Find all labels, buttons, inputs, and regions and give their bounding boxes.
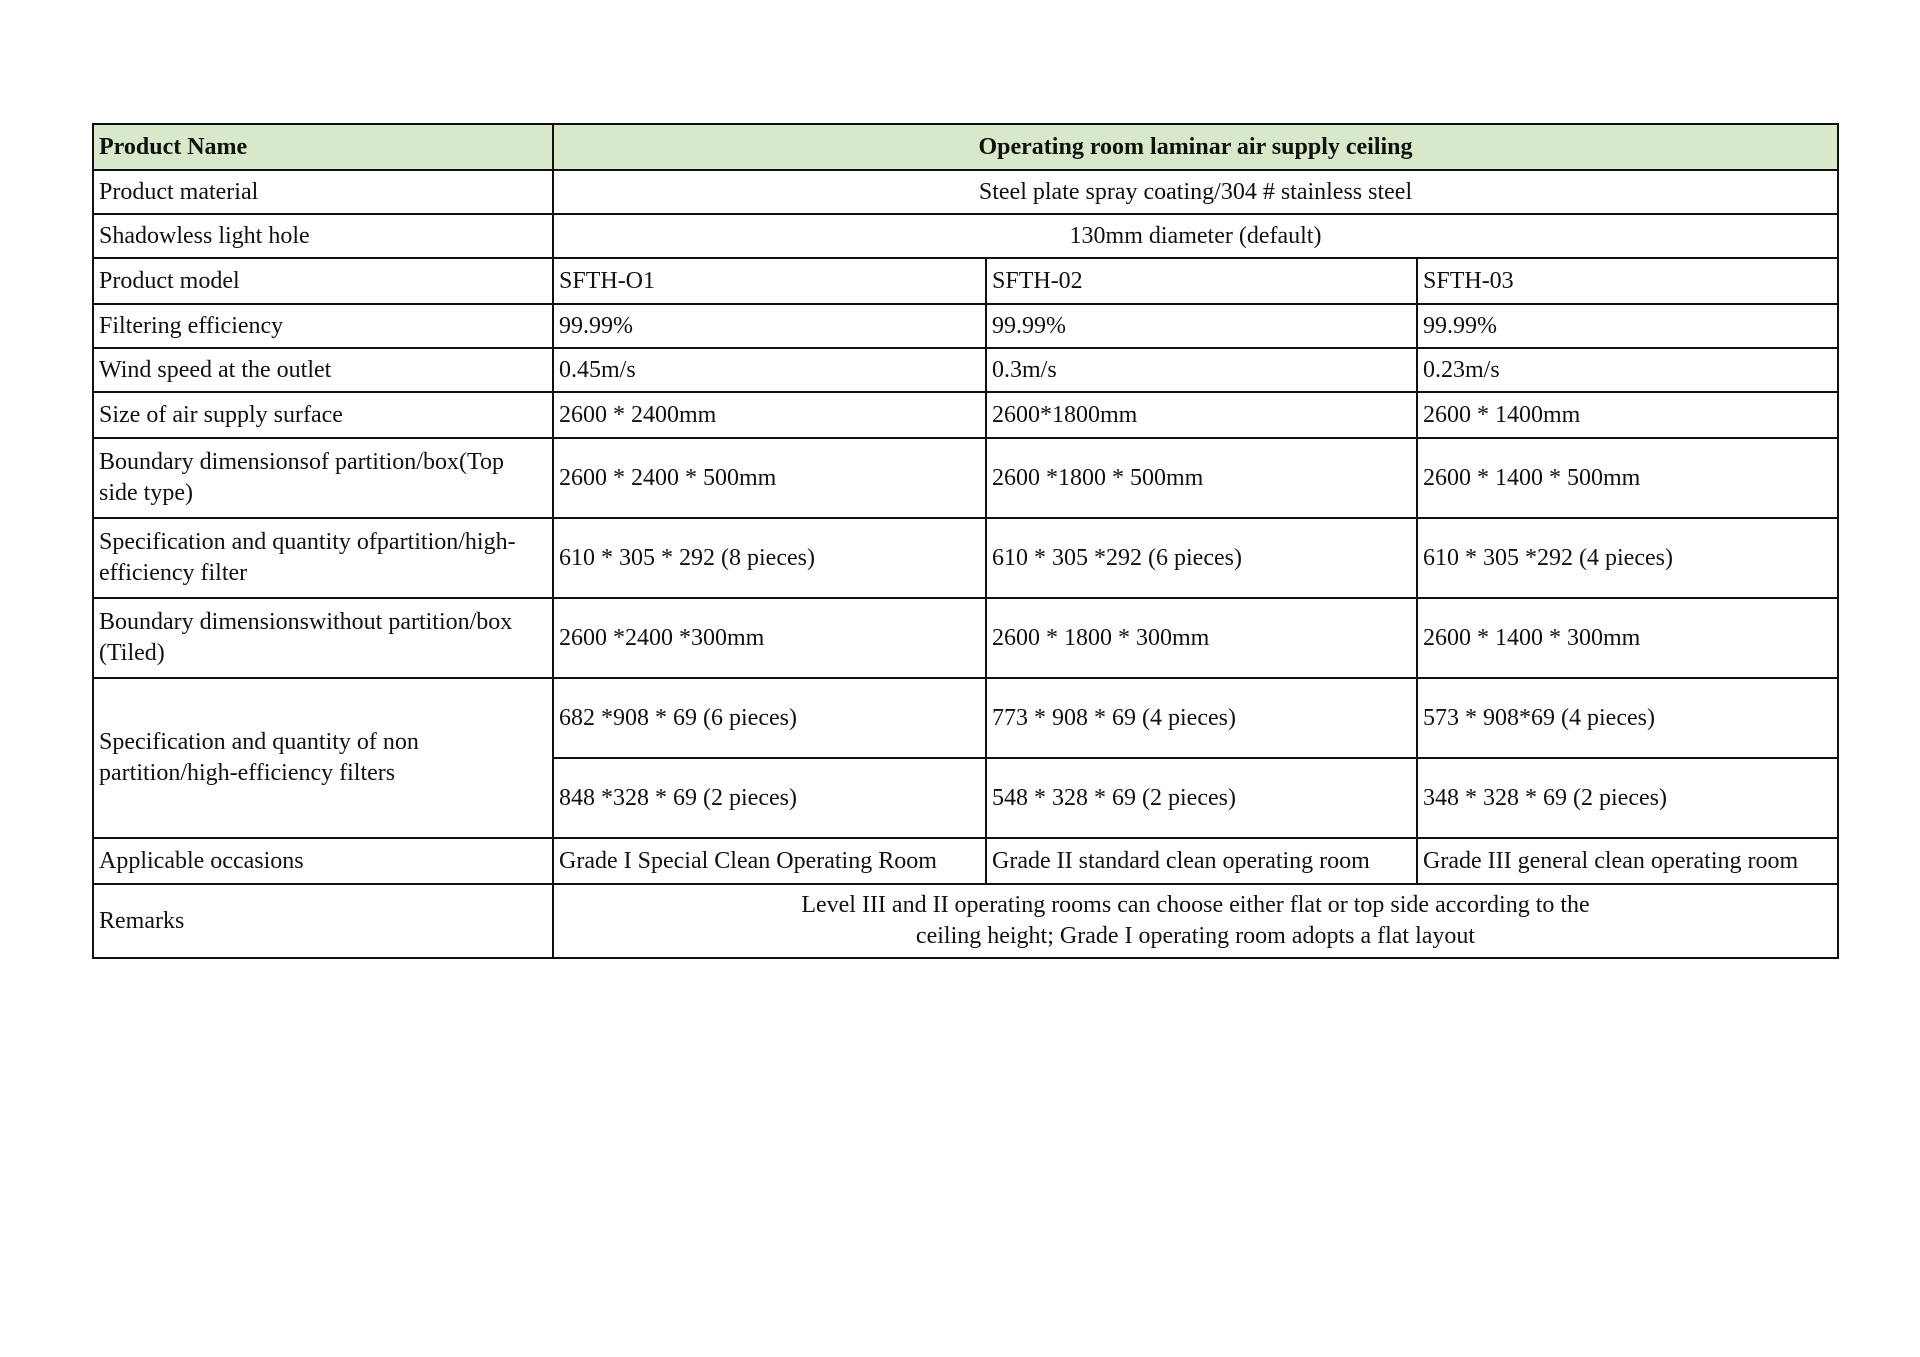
supply-surface-cell: 2600*1800mm xyxy=(986,392,1417,438)
row-label: Boundary dimensionsof partition/box(Top side type) xyxy=(93,438,553,518)
partition-filter-cell: 610 * 305 *292 (6 pieces) xyxy=(986,518,1417,598)
boundary-top-cell: 2600 * 2400 * 500mm xyxy=(553,438,986,518)
model-cell: SFTH-O1 xyxy=(553,258,986,304)
efficiency-cell: 99.99% xyxy=(1417,304,1838,348)
remarks-row xyxy=(93,884,1838,958)
spec-table xyxy=(92,123,1839,959)
row-label: Product model xyxy=(93,258,553,304)
header-value: Operating room laminar air supply ceiling xyxy=(553,124,1838,170)
row-value: 130mm diameter (default) xyxy=(553,214,1838,258)
boundary-top-cell: 2600 *1800 * 500mm xyxy=(986,438,1417,518)
remarks-text xyxy=(553,884,1838,958)
row-label: Specification and quantity of non partition/high-efficiency filters xyxy=(93,678,553,838)
model-cell: SFTH-03 xyxy=(1417,258,1838,304)
occasion-cell: Grade I Special Clean Operating Room xyxy=(553,838,986,884)
efficiency-cell: 99.99% xyxy=(986,304,1417,348)
row-label: Wind speed at the outlet xyxy=(93,348,553,392)
occasions-row xyxy=(93,838,1838,884)
row-label: Specification and quantity ofpartition/high-efficiency filter xyxy=(93,518,553,598)
model-cell: SFTH-02 xyxy=(986,258,1417,304)
non-partition-cell: 548 * 328 * 69 (2 pieces) xyxy=(986,758,1417,838)
partition-filter-cell: 610 * 305 *292 (4 pieces) xyxy=(1417,518,1838,598)
row-label: Remarks xyxy=(93,884,553,958)
row-label: Size of air supply surface xyxy=(93,392,553,438)
wind-speed-cell: 0.3m/s xyxy=(986,348,1417,392)
non-partition-cell: 848 *328 * 69 (2 pieces) xyxy=(553,758,986,838)
non-partition-cell: 348 * 328 * 69 (2 pieces) xyxy=(1417,758,1838,838)
wind-speed-cell: 0.45m/s xyxy=(553,348,986,392)
wind-speed-cell: 0.23m/s xyxy=(1417,348,1838,392)
occasion-cell: Grade III general clean operating room xyxy=(1417,838,1838,884)
boundary-top-cell: 2600 * 1400 * 500mm xyxy=(1417,438,1838,518)
partition-filter-cell: 610 * 305 * 292 (8 pieces) xyxy=(553,518,986,598)
row-label: Boundary dimensionswithout partition/box (Tiled) xyxy=(93,598,553,678)
row-label: Shadowless light hole xyxy=(93,214,553,258)
boundary-tiled-cell: 2600 *2400 *300mm xyxy=(553,598,986,678)
non-partition-row-1 xyxy=(93,678,1838,758)
row-label: Product material xyxy=(93,170,553,214)
non-partition-cell: 573 * 908*69 (4 pieces) xyxy=(1417,678,1838,758)
supply-surface-cell: 2600 * 2400mm xyxy=(553,392,986,438)
header-row xyxy=(93,124,1838,170)
light-hole-row xyxy=(93,214,1838,258)
boundary-tiled-cell: 2600 * 1800 * 300mm xyxy=(986,598,1417,678)
material-row xyxy=(93,170,1838,214)
remarks-line-1: Level III and II operating rooms can choose either flat or top side according to the xyxy=(801,892,1590,918)
model-row xyxy=(93,258,1838,304)
header-label: Product Name xyxy=(93,124,553,170)
efficiency-cell: 99.99% xyxy=(553,304,986,348)
wind-speed-row xyxy=(93,348,1838,392)
efficiency-row xyxy=(93,304,1838,348)
boundary-tiled-cell: 2600 * 1400 * 300mm xyxy=(1417,598,1838,678)
non-partition-cell: 682 *908 * 69 (6 pieces) xyxy=(553,678,986,758)
row-value: Steel plate spray coating/304 # stainless steel xyxy=(553,170,1838,214)
supply-surface-row xyxy=(93,392,1838,438)
row-label: Filtering efficiency xyxy=(93,304,553,348)
boundary-tiled-row xyxy=(93,598,1838,678)
non-partition-cell: 773 * 908 * 69 (4 pieces) xyxy=(986,678,1417,758)
boundary-top-row xyxy=(93,438,1838,518)
remarks-line-2: ceiling height; Grade I operating room adopts a flat layout xyxy=(915,923,1476,949)
partition-filter-row xyxy=(93,518,1838,598)
occasion-cell: Grade II standard clean operating room xyxy=(986,838,1417,884)
supply-surface-cell: 2600 * 1400mm xyxy=(1417,392,1838,438)
row-label: Applicable occasions xyxy=(93,838,553,884)
